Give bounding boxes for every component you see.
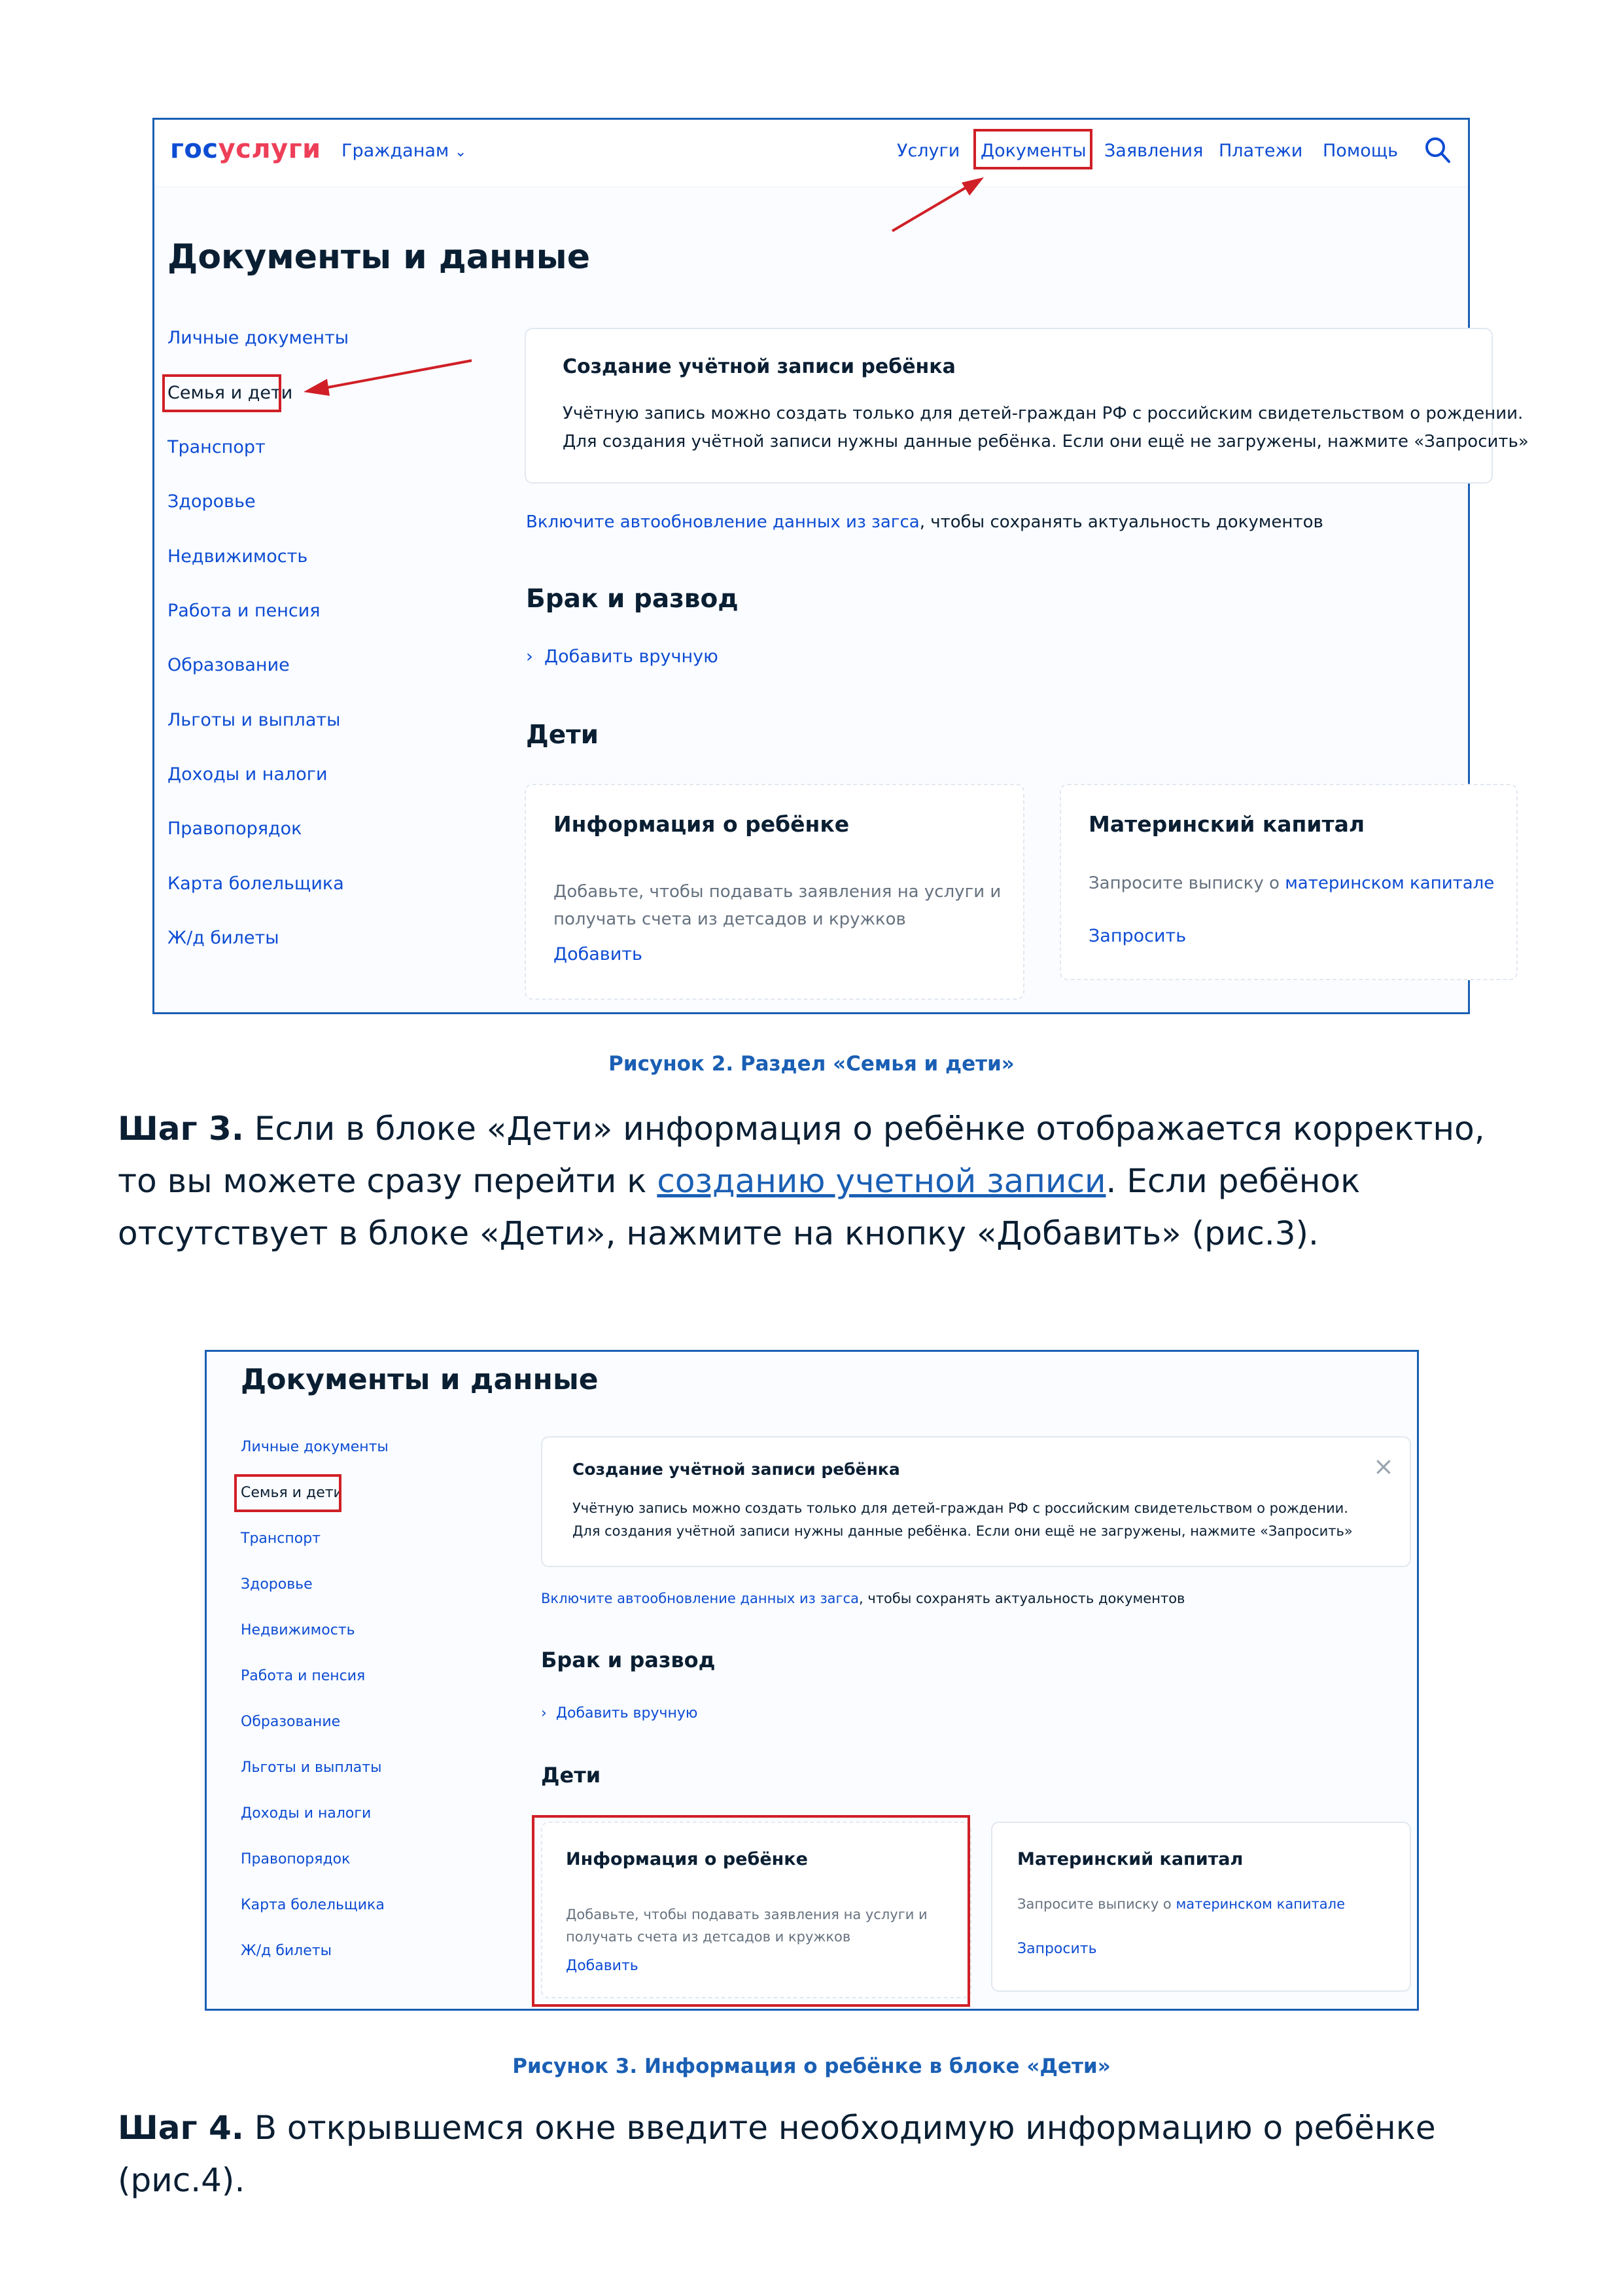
page-title: Документы и данные bbox=[167, 238, 590, 277]
step-4-label: Шаг 4. bbox=[118, 2109, 244, 2147]
add-manually-link[interactable] bbox=[541, 1705, 697, 1722]
maternity-capital-text bbox=[1017, 1896, 1345, 1912]
sidebar-item-train[interactable]: Ж/д билеты bbox=[167, 928, 279, 948]
child-info-line-2: получать счета из детсадов и кружков bbox=[566, 1929, 851, 1945]
add-manually-label: Добавить вручную bbox=[544, 646, 718, 667]
sidebar-item-realty[interactable]: Недвижимость bbox=[167, 546, 308, 567]
documents-highlight bbox=[973, 129, 1092, 169]
marriage-section-title: Брак и развод bbox=[541, 1648, 716, 1672]
step-4-paragraph bbox=[118, 2102, 1524, 2206]
search-icon[interactable] bbox=[1423, 135, 1452, 166]
child-info-highlight bbox=[532, 1815, 970, 2007]
autoupdate-text bbox=[526, 512, 1323, 532]
sidebar-item-law[interactable]: Правопорядок bbox=[167, 819, 302, 839]
sidebar-item-health[interactable]: Здоровье bbox=[167, 491, 256, 512]
notice-title: Создание учётной записи ребёнка bbox=[563, 355, 956, 378]
maternity-capital-text-start: Запросите выписку о bbox=[1089, 874, 1285, 893]
account-notice-card bbox=[525, 328, 1529, 484]
sidebar-item-personal-docs[interactable]: Личные документы bbox=[167, 328, 349, 348]
add-manually-label: Добавить вручную bbox=[555, 1705, 698, 1722]
child-info-title: Информация о ребёнке bbox=[553, 811, 850, 837]
maternity-capital-text bbox=[1089, 874, 1494, 893]
screenshot-figure-3 bbox=[205, 1350, 1419, 2011]
create-account-link[interactable]: созданию учетной записи bbox=[657, 1162, 1106, 1200]
nav-services[interactable]: Услуги bbox=[897, 141, 960, 161]
child-info-title: Информация о ребёнке bbox=[566, 1849, 808, 1869]
sidebar-item-train[interactable]: Ж/д билеты bbox=[241, 1943, 332, 1959]
screenshot-figure-2 bbox=[152, 118, 1529, 1014]
sidebar-item-benefits[interactable]: Льготы и выплаты bbox=[241, 1759, 382, 1776]
maternity-request-button[interactable]: Запросить bbox=[1017, 1941, 1097, 1957]
maternity-capital-text-start: Запросите выписку о bbox=[1017, 1896, 1176, 1912]
maternity-capital-title: Материнский капитал bbox=[1089, 811, 1365, 837]
child-add-button[interactable]: Добавить bbox=[553, 944, 642, 964]
child-info-line-1: Добавьте, чтобы подавать заявления на услуги и bbox=[566, 1907, 928, 1922]
nav-help[interactable]: Помощь bbox=[1323, 141, 1399, 161]
maternity-capital-title: Материнский капитал bbox=[1017, 1849, 1244, 1869]
step-3-paragraph bbox=[118, 1103, 1524, 1260]
arrow-to-family-icon bbox=[298, 355, 475, 401]
sidebar-item-realty[interactable]: Недвижимость bbox=[241, 1622, 355, 1638]
logo-part-uslugi: услуги bbox=[218, 134, 321, 164]
site-header bbox=[154, 120, 1468, 187]
maternity-request-button[interactable]: Запросить bbox=[1089, 926, 1187, 946]
close-icon[interactable]: × bbox=[1373, 1452, 1394, 1481]
sidebar-item-family[interactable]: Семья и дети bbox=[167, 383, 293, 403]
sidebar-item-work[interactable]: Работа и пенсия bbox=[241, 1668, 366, 1684]
family-highlight bbox=[234, 1474, 341, 1512]
step-4-text: В открывшемся окне введите необходимую информацию о ребёнке (рис.4). bbox=[118, 2109, 1436, 2199]
notice-line-2: Для создания учётной записи нужны данные ребёнка. Если они ещё не загружены, нажмите «Запросить» bbox=[563, 432, 1529, 451]
nav-documents[interactable]: Документы bbox=[981, 141, 1087, 161]
autoupdate-link[interactable]: Включите автообновление данных из загса bbox=[541, 1591, 859, 1606]
arrow-to-documents-icon bbox=[887, 166, 992, 238]
figure-3-caption: Рисунок 3. Информация о ребёнке в блоке «Дети» bbox=[512, 2055, 1111, 2078]
notice-line-2: Для создания учётной записи нужны данные ребёнка. Если они ещё не загружены, нажмите «Запросить» bbox=[572, 1523, 1353, 1539]
sidebar-item-benefits[interactable]: Льготы и выплаты bbox=[167, 710, 341, 730]
child-add-button[interactable]: Добавить bbox=[566, 1958, 638, 1974]
children-section-title: Дети bbox=[526, 720, 599, 750]
sidebar-item-taxes[interactable]: Доходы и налоги bbox=[241, 1805, 372, 1822]
child-info-line-1: Добавьте, чтобы подавать заявления на услуги и bbox=[553, 882, 1002, 902]
maternity-capital-link[interactable]: материнском капитале bbox=[1176, 1896, 1346, 1912]
sidebar-item-education[interactable]: Образование bbox=[167, 655, 290, 675]
autoupdate-link[interactable]: Включите автообновление данных из загса bbox=[526, 512, 920, 532]
add-manually-link[interactable] bbox=[526, 646, 718, 667]
children-section-title: Дети bbox=[541, 1763, 601, 1788]
autoupdate-rest: , чтобы сохранять актуальность документов bbox=[858, 1591, 1185, 1606]
sidebar-item-fan-card[interactable]: Карта болельщика bbox=[241, 1897, 385, 1913]
chevron-right-icon: › bbox=[541, 1705, 547, 1722]
figure-2-caption: Рисунок 2. Раздел «Семья и дети» bbox=[608, 1052, 1015, 1076]
child-info-card bbox=[525, 784, 1024, 1000]
maternity-capital-card bbox=[1060, 784, 1518, 980]
step-3-text-2: . Если ребёнок отсутствует в блоке «Дети», нажмите на кнопку «Добавить» (рис.3). bbox=[118, 1162, 1361, 1252]
gosuslugi-logo[interactable] bbox=[170, 134, 321, 164]
step-3-text-1: Если в блоке «Дети» информация о ребёнке отображается корректно, то вы можете сразу перейти к bbox=[118, 1110, 1485, 1200]
sidebar-item-personal-docs[interactable]: Личные документы bbox=[241, 1439, 389, 1455]
marriage-section-title: Брак и развод bbox=[526, 584, 739, 614]
sidebar-item-fan-card[interactable]: Карта болельщика bbox=[167, 874, 344, 894]
sidebar-item-education[interactable]: Образование bbox=[241, 1714, 341, 1730]
page-title: Документы и данные bbox=[241, 1363, 599, 1396]
chevron-right-icon: › bbox=[526, 646, 533, 667]
child-info-line-2: получать счета из детсадов и кружков bbox=[553, 910, 906, 929]
sidebar-item-work[interactable]: Работа и пенсия bbox=[167, 601, 321, 621]
logo-part-gos: гос bbox=[170, 134, 218, 164]
notice-line-1: Учётную запись можно создать только для детей-граждан РФ с российским свидетельством о рождении. bbox=[572, 1500, 1348, 1516]
sidebar-item-family[interactable]: Семья и дети bbox=[241, 1485, 343, 1501]
autoupdate-rest: , чтобы сохранять актуальность документов bbox=[919, 512, 1323, 532]
audience-label: Гражданам bbox=[341, 141, 449, 161]
sidebar-item-transport[interactable]: Транспорт bbox=[241, 1530, 321, 1547]
maternity-capital-link[interactable]: материнском капитале bbox=[1285, 874, 1495, 893]
notice-line-1: Учётную запись можно создать только для детей-граждан РФ с российским свидетельством о рождении. bbox=[563, 404, 1524, 423]
sidebar-item-taxes[interactable]: Доходы и налоги bbox=[167, 764, 328, 785]
step-3-label: Шаг 3. bbox=[118, 1110, 244, 1148]
nav-payments[interactable]: Платежи bbox=[1219, 141, 1303, 161]
nav-applications[interactable]: Заявления bbox=[1104, 141, 1204, 161]
family-highlight bbox=[162, 374, 281, 412]
sidebar-item-law[interactable]: Правопорядок bbox=[241, 1851, 351, 1867]
audience-selector[interactable] bbox=[341, 141, 466, 161]
maternity-capital-card bbox=[991, 1822, 1411, 1992]
notice-title: Создание учётной записи ребёнка bbox=[572, 1460, 900, 1479]
sidebar-item-transport[interactable]: Транспорт bbox=[167, 437, 266, 457]
account-notice-card bbox=[541, 1436, 1411, 1567]
chevron-down-icon: ⌄ bbox=[454, 144, 467, 160]
autoupdate-text bbox=[541, 1591, 1185, 1606]
sidebar-item-health[interactable]: Здоровье bbox=[241, 1576, 313, 1593]
